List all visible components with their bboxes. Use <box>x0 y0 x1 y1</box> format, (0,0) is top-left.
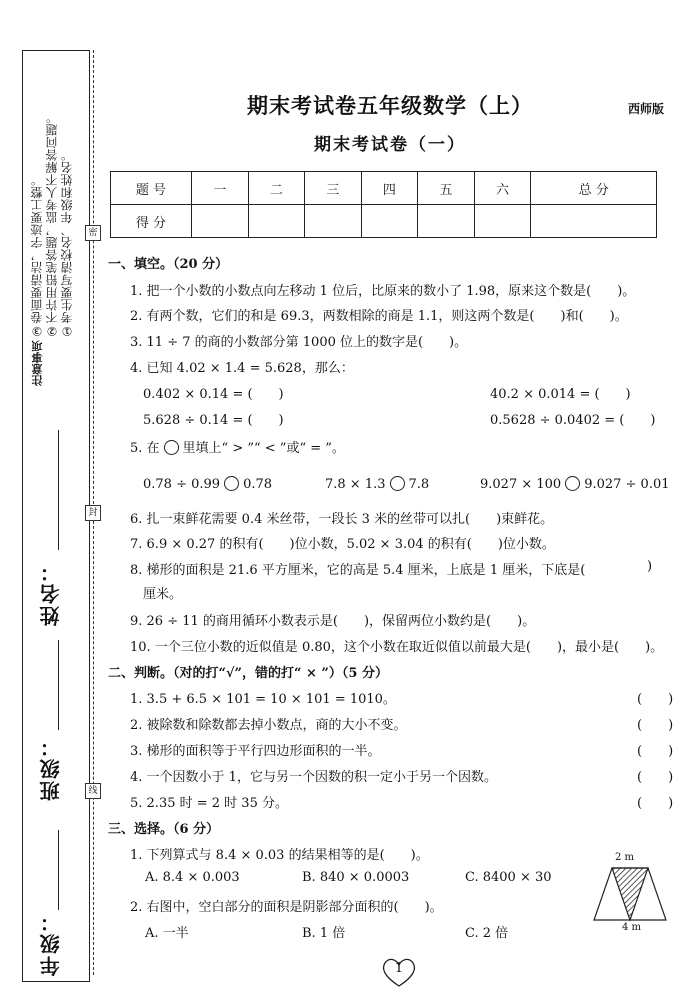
compare-a-left: 0.78 ÷ 0.99 <box>143 477 221 492</box>
judge-answer-3[interactable]: ( ) <box>637 744 674 759</box>
trapezoid-figure <box>590 852 670 932</box>
fill-q1: 1. 把一个小数的小数点向左移动 1 位后，比原来的数小了 1.98，原来这个数是( )。 <box>130 284 636 299</box>
grade-label: 年级： <box>39 910 63 976</box>
exam-note-2: ②不许用铅笔答题，监考人不解答问题。 <box>45 111 59 338</box>
judge-q4: 4. 一个因数小于 1，它与另一个因数的积一定小于另一个因数。 <box>130 770 497 785</box>
notes-label: 注意事项 <box>31 340 44 386</box>
compare-c <box>480 476 670 492</box>
judge-q3: 3. 梯形的面积等于平行四边形面积的一半。 <box>130 744 381 759</box>
judge-answer-2[interactable]: ( ) <box>637 718 674 733</box>
compare-circle-icon[interactable] <box>565 476 580 491</box>
fill-q9: 9. 26 ÷ 11 的商用循环小数表示是( )，保留两位小数约是( )。 <box>130 614 536 629</box>
cut-mark-sealed: 封 <box>85 505 101 521</box>
score-header-cell: 五 <box>418 172 475 205</box>
fill-q5-suffix: 里填上“ > ”“ < ”或“ = ”。 <box>182 441 345 456</box>
name-label: 姓名： <box>39 560 63 626</box>
compare-a-right: 0.78 <box>243 477 273 492</box>
name-line <box>58 430 59 550</box>
score-cell[interactable] <box>361 205 418 238</box>
score-value-row <box>111 205 657 238</box>
section-3-heading: 三、选择。（6 分） <box>108 822 220 837</box>
judge-answer-1[interactable]: ( ) <box>637 692 674 707</box>
score-cell[interactable] <box>305 205 362 238</box>
judge-q5: 5. 2.35 时 = 2 时 35 分。 <box>130 796 288 811</box>
score-header-cell: 四 <box>361 172 418 205</box>
edition-label: 西师版 <box>628 102 665 116</box>
fill-q6: 6. 扎一束鲜花需要 0.4 米丝带，一段长 3 米的丝带可以扎( )束鲜花。 <box>130 512 554 527</box>
fill-q4a: 0.402 × 0.14 = ( ) <box>143 387 284 402</box>
score-cell[interactable] <box>192 205 249 238</box>
fill-q8-close: ) <box>647 559 653 574</box>
compare-circle-icon[interactable] <box>224 476 239 491</box>
choice-q2-option-b[interactable]: B. 1 倍 <box>302 926 346 941</box>
fill-q4c: 5.628 ÷ 0.14 = ( ) <box>143 413 284 428</box>
fill-q3: 3. 11 ÷ 7 的商的小数部分第 1000 位上的数字是( )。 <box>130 335 468 350</box>
score-header-cell: 一 <box>192 172 249 205</box>
class-label: 班级： <box>39 735 63 801</box>
page-subtitle: 期末考试卷（一） <box>314 135 466 155</box>
fill-q7: 7. 6.9 × 0.27 的积有( )位小数，5.02 × 3.04 的积有( )位小数。 <box>130 537 555 552</box>
section-2-heading: 二、判断。（对的打“√”，错的打“ × ”）（5 分） <box>108 666 388 681</box>
exam-note-1: ①考生要写清校名、年级和姓名。 <box>60 148 74 338</box>
page-number: 1 <box>394 961 404 976</box>
compare-a <box>143 476 272 492</box>
page-number-badge <box>379 955 419 989</box>
fill-q2: 2. 有两个数，它们的和是 69.3，两数相除的商是 1.1，则这两个数是( )和( )。 <box>130 309 628 324</box>
figure-top-label: 2 m <box>615 852 635 863</box>
compare-b <box>325 476 429 492</box>
score-header-cell: 三 <box>305 172 362 205</box>
score-header-cell: 总 分 <box>531 172 657 205</box>
cut-mark-line: 线 <box>85 783 101 799</box>
fill-q5 <box>130 437 345 456</box>
fill-q4b: 40.2 × 0.014 = ( ) <box>490 387 631 402</box>
judge-q2: 2. 被除数和除数都去掉小数点，商的大小不变。 <box>130 718 407 733</box>
judge-q1: 1. 3.5 + 6.5 × 101 = 10 × 101 = 1010。 <box>130 692 396 707</box>
cut-mark-seal: 密 <box>85 225 101 241</box>
score-header-cell: 六 <box>474 172 531 205</box>
fill-q10: 10. 一个三位小数的近似值是 0.80，这个小数在取近似值以前最大是( )，最小是( )。 <box>130 640 664 655</box>
score-cell[interactable] <box>418 205 475 238</box>
choice-q1-option-a[interactable]: A. 8.4 × 0.003 <box>145 870 240 885</box>
class-line <box>58 640 59 730</box>
compare-c-left: 9.027 × 100 <box>480 477 562 492</box>
compare-b-right: 7.8 <box>408 477 430 492</box>
exam-note-3: ③卷面要清洁，字迹要工整。 <box>30 173 44 338</box>
score-row-label: 得 分 <box>111 205 192 238</box>
choice-q1-option-c[interactable]: C. 8400 × 30 <box>465 870 552 885</box>
grade-line <box>58 830 59 910</box>
fill-q4: 4. 已知 4.02 × 1.4 = 5.628，那么： <box>130 361 354 376</box>
fill-q8-continued: 厘米。 <box>143 587 183 602</box>
score-cell[interactable] <box>531 205 657 238</box>
choice-q2-option-a[interactable]: A. 一半 <box>145 926 189 941</box>
judge-answer-4[interactable]: ( ) <box>637 770 674 785</box>
score-header-cell: 二 <box>248 172 305 205</box>
compare-c-right: 9.027 ÷ 0.01 <box>584 477 670 492</box>
choice-q2: 2. 右图中，空白部分的面积是阴影部分面积的( )。 <box>130 900 443 915</box>
choice-q1: 1. 下列算式与 8.4 × 0.03 的结果相等的是( )。 <box>130 848 429 863</box>
judge-answer-5[interactable]: ( ) <box>637 796 674 811</box>
figure-bottom-label: 4 m <box>622 922 642 933</box>
choice-q2-option-c[interactable]: C. 2 倍 <box>465 926 509 941</box>
page-title: 期末考试卷五年级数学（上） <box>247 94 533 118</box>
fill-q4d: 0.5628 ÷ 0.0402 = ( ) <box>490 413 656 428</box>
fill-q5-prefix: 5. 在 <box>130 441 160 456</box>
circle-icon <box>164 440 179 455</box>
section-1-heading: 一、填空。（20 分） <box>108 257 229 272</box>
score-header-row <box>111 172 657 205</box>
score-header-cell: 题 号 <box>111 172 192 205</box>
compare-circle-icon[interactable] <box>390 476 405 491</box>
score-cell[interactable] <box>474 205 531 238</box>
choice-q1-option-b[interactable]: B. 840 × 0.0003 <box>302 870 410 885</box>
compare-b-left: 7.8 × 1.3 <box>325 477 386 492</box>
score-table <box>110 171 657 238</box>
fill-q8: 8. 梯形的面积是 21.6 平方厘米，它的高是 5.4 厘米，上底是 1 厘米，下底是( <box>130 563 586 578</box>
score-cell[interactable] <box>248 205 305 238</box>
